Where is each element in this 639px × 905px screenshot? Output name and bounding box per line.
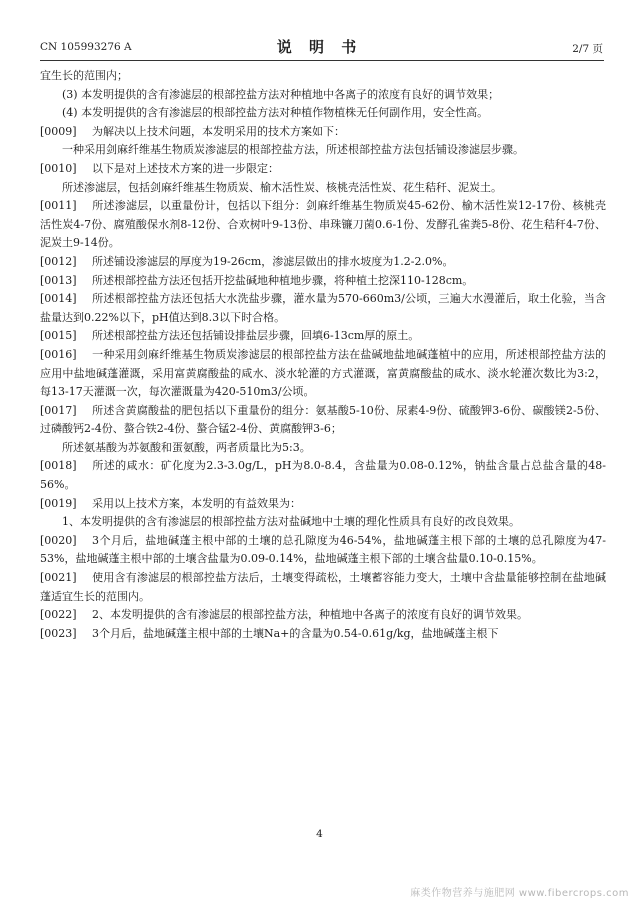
- paragraph-tag: [0010]: [40, 161, 77, 175]
- document-body: [40, 67, 606, 643]
- paragraph-tag: [0011]: [40, 199, 77, 213]
- paragraph-text: 所述渗滤层，包括剑麻纤维基生物质炭、榆木活性炭、核桃壳活性炭、花生秸秆、泥炭土。: [62, 180, 502, 194]
- paragraph-text: 3个月后，盐地碱蓬主根中部的土壤Na+的含量为0.54-0.61g/kg，盐地碱蓬主根下: [92, 626, 499, 640]
- paragraph-0015: [40, 327, 606, 346]
- paragraph-tag: [0020]: [40, 533, 77, 547]
- paragraph-tag: [0019]: [40, 496, 77, 510]
- paragraph-text: 3个月后，盐地碱蓬主根中部的土壤的总孔隙度为46-54%，盐地碱蓬主根下部的土壤的总孔隙度为47-53%，盐地碱蓬主根中部的土壤含盐量为0.09-0.14%，盐地碱蓬主根下部的土壤含盐量0.10-0.15%。: [40, 533, 606, 566]
- paragraph-0017: [40, 402, 606, 439]
- paragraph-0019: [40, 495, 606, 514]
- paragraph-tag: [0016]: [40, 347, 77, 361]
- page-number: 4: [316, 828, 323, 840]
- paragraph-continuation: [40, 67, 606, 86]
- paragraph-0018: [40, 457, 606, 494]
- paragraph-text: 2、本发明提供的含有渗滤层的根部控盐方法，种植地中各离子的浓度有良好的调节效果。: [92, 608, 528, 622]
- paragraph-text: 所述含黄腐酸盐的肥包括以下重量份的组分：氨基酸5-10份、尿素4-9份、硫酸钾3-6份、碳酸镁2-5份、过磷酸钙2-4份、螯合铁2-4份、螯合锰2-4份、黄腐酸钾3-6；: [40, 403, 606, 436]
- paragraph-0023: [40, 625, 606, 644]
- paragraph-text: 使用含有渗滤层的根部控盐方法后，土壤变得疏松，土壤蓄容能力变大，土壤中含盐量能够控制在盐地碱蓬适宜生长的范围内。: [40, 571, 606, 603]
- paragraph-text: 所述铺设渗滤层的厚度为19-26cm，渗滤层做出的排水坡度为1.2-2.0%。: [92, 254, 454, 268]
- paragraph-text: 所述的咸水：矿化度为2.3-3.0g/L，pH为8.0-8.4，含盐量为0.08-0.12%，钠盐含量占总盐含量的48-56%。: [40, 459, 606, 492]
- paragraph-text: 所述根部控盐方法还包括大水洗盐步骤，灌水量为570-660m3/公顷，三遍大水漫灌后，取土化验，当含盐量达到0.22%以下，pH值达到8.3以下时合格。: [40, 292, 606, 324]
- paragraph-0021: [40, 569, 606, 606]
- paragraph-continuation: [40, 104, 606, 123]
- paragraph-text: 所述氨基酸为苏氨酸和蛋氨酸，两者质量比为5:3。: [62, 440, 311, 454]
- paragraph-continuation: [40, 179, 606, 198]
- paragraph-text: 以下是对上述技术方案的进一步限定：: [92, 161, 279, 175]
- paragraph-tag: [0013]: [40, 273, 77, 287]
- paragraph-0020: [40, 532, 606, 569]
- paragraph-continuation: [40, 141, 606, 160]
- paragraph-continuation: [40, 439, 606, 458]
- paragraph-text: 采用以上技术方案，本发明的有益效果为：: [92, 496, 301, 510]
- paragraph-text: 所述根部控盐方法还包括铺设排盐层步骤，回填6-13cm厚的原土。: [92, 329, 420, 343]
- paragraph-text: 所述渗滤层，以重量份计，包括以下组分：剑麻纤维基生物质炭45-62份、榆木活性炭12-17份、核桃壳活性炭4-7份、腐殖酸保水剂8-12份、合欢树叶9-13份、串珠镰刀菌0.6-1份、发酵孔雀粪5-8份、花生秸秆4-7份、泥炭土9-14份。: [40, 199, 606, 250]
- paragraph-0012: [40, 253, 606, 272]
- paragraph-continuation: [40, 86, 606, 105]
- paragraph-tag: [0017]: [40, 403, 77, 417]
- paragraph-text: 一种采用剑麻纤维基生物质炭渗滤层的根部控盐方法在盐碱地盐地碱蓬植中的应用，所述根部控盐方法的应用中盐地碱蓬灌溉，采用富黄腐酸盐的咸水、淡水轮灌的方式灌溉，富黄腐酸盐的咸水、淡水轮灌次数比为3:2，每13-17天灌溉一次，每次灌溉量为420-510m3/公顷。: [40, 347, 606, 399]
- paragraph-tag: [0009]: [40, 124, 77, 138]
- paragraph-0011: [40, 197, 606, 253]
- paragraph-0013: [40, 272, 606, 291]
- paragraph-continuation: [40, 513, 606, 532]
- paragraph-0022: [40, 606, 606, 625]
- header-rule: [40, 60, 604, 61]
- paragraph-text: (3) 本发明提供的含有渗滤层的根部控盐方法对种植地中各离子的浓度有良好的调节效果；: [62, 87, 500, 101]
- paragraph-tag: [0023]: [40, 626, 77, 640]
- paragraph-text: 1、本发明提供的含有渗滤层的根部控盐方法对盐碱地中土壤的理化性质具有良好的改良效果。: [62, 515, 520, 529]
- paragraph-0016: [40, 346, 606, 402]
- paragraph-tag: [0012]: [40, 254, 77, 268]
- paragraph-tag: [0018]: [40, 459, 77, 473]
- watermark: 麻类作物营养与施肥网 www.fibercrops.com: [410, 888, 629, 899]
- paragraph-text: (4) 本发明提供的含有渗滤层的根部控盐方法对种植作物植株无任何副作用，安全性高。: [62, 106, 489, 120]
- paragraph-tag: [0014]: [40, 292, 77, 306]
- paragraph-0010: [40, 160, 606, 179]
- paragraph-text: 宜生长的范围内；: [40, 69, 128, 82]
- paragraph-0009: [40, 123, 606, 142]
- paragraph-text: 为解决以上技术问题，本发明采用的技术方案如下：: [92, 124, 345, 138]
- paragraph-tag: [0015]: [40, 329, 77, 343]
- paragraph-0014: [40, 290, 606, 327]
- paragraph-tag: [0021]: [40, 571, 77, 585]
- doc-number: CN 105993276 A: [40, 41, 132, 53]
- paragraph-tag: [0022]: [40, 608, 77, 622]
- paragraph-text: 一种采用剑麻纤维基生物质炭渗滤层的根部控盐方法，所述根部控盐方法包括铺设渗滤层步骤。: [62, 143, 524, 157]
- page-title: 说 明 书: [276, 38, 363, 56]
- paragraph-text: 所述根部控盐方法还包括开挖盐碱地种植地步骤，将种植土挖深110-128cm。: [92, 273, 474, 287]
- page-info: 2/7 页: [572, 43, 603, 55]
